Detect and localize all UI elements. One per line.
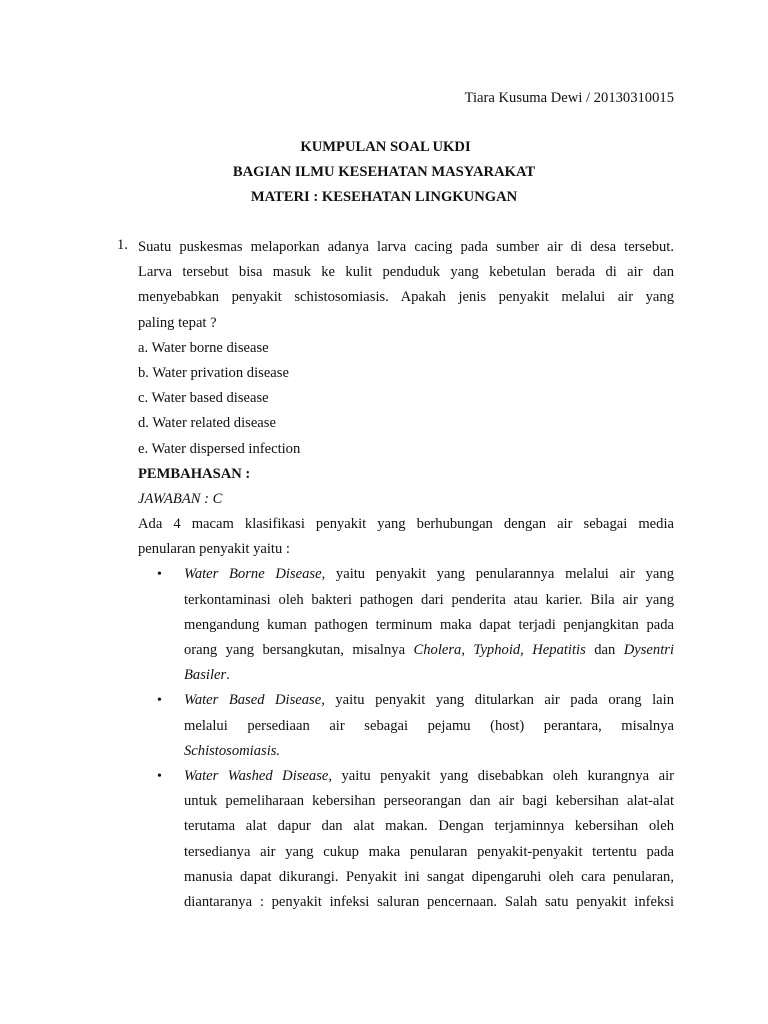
option-b: b. Water privation disease xyxy=(138,364,289,381)
bullet-term: Water Borne Disease xyxy=(184,566,322,583)
option-d: d. Water related disease xyxy=(138,415,276,432)
bullet-text: . xyxy=(226,667,230,684)
heading-department: BAGIAN ILMU KESEHATAN MASYARAKAT xyxy=(232,164,536,180)
question-text-line: menyebabkan penyakit schistosomiasis. Apakah jenis penyakit melalui air yang xyxy=(138,289,674,306)
bullet-line: melalui persediaan air sebagai pejamu (host) perantara, misalnya xyxy=(184,717,674,734)
bullet-example: Basiler xyxy=(184,667,227,684)
bullet-line: terutama alat dapur dan alat makan. Dengan terjaminnya kebersihan oleh xyxy=(184,818,674,835)
bullet-line xyxy=(184,688,674,713)
bullet-example: Dysentri xyxy=(623,642,674,658)
bullet-item-water-based xyxy=(138,688,674,764)
question-text-line: Larva tersebut bisa masuk ke kulit penduduk yang kebetulan berada di air dan xyxy=(138,264,674,281)
heading-title: KUMPULAN SOAL UKDI xyxy=(300,139,471,155)
bullet-line xyxy=(184,562,674,587)
bullet-line xyxy=(184,638,674,663)
question-text-line: Suatu puskesmas melaporkan adanya larva cacing pada sumber air di desa tersebut. xyxy=(138,239,674,255)
bullet-text: yaitu penyakit yang disebabkan oleh kurangnya air xyxy=(332,767,674,784)
bullet-line: manusia dapat dikurangi. Penyakit ini sangat dipengaruhi oleh cara penularan, xyxy=(184,868,674,885)
bullet-line xyxy=(184,764,674,789)
bullet-line: mengandung kuman pathogen terminum maka dapat terjadi penjangkitan pada xyxy=(184,616,674,633)
bullet-text: orang yang bersangkutan, misalnya xyxy=(184,642,414,658)
option-c: c. Water based disease xyxy=(138,390,269,407)
answer-line: JAWABAN : C xyxy=(138,490,223,507)
bullet-line: tersedianya air yang cukup maka penularan penyakit-penyakit tertentu pada xyxy=(184,843,674,860)
question-number: 1. xyxy=(117,237,128,253)
bullet-text: dan xyxy=(585,642,624,658)
discussion-intro-line: Ada 4 macam klasifikasi penyakit yang berhubungan dengan air sebagai media xyxy=(138,516,674,533)
bullet-icon: • xyxy=(157,567,162,583)
question-text-line: paling tepat ? xyxy=(138,314,217,331)
author-line: Tiara Kusuma Dewi / 20130310015 xyxy=(464,90,674,106)
bullet-example: Cholera, Typhoid, Hepatitis xyxy=(413,642,586,658)
bullet-line: Schistosomiasis. xyxy=(184,742,281,759)
bullet-term: Water Based Disease, xyxy=(184,692,325,709)
heading-topic: MATERI : KESEHATAN LINGKUNGAN xyxy=(250,189,518,205)
bullet-line: untuk pemeliharaan kebersihan perseorangan dan air bagi kebersihan alat-alat xyxy=(184,793,674,810)
discussion-title: PEMBAHASAN : xyxy=(138,465,251,482)
question-body xyxy=(138,235,674,915)
bullet-icon: • xyxy=(157,693,162,709)
bullet-item-water-washed xyxy=(138,764,674,915)
bullet-line: diantaranya : penyakit infeksi saluran pencernaan. Salah satu penyakit infeksi xyxy=(184,893,674,910)
discussion-intro-line: penularan penyakit yaitu : xyxy=(138,541,290,558)
bullet-text: , yaitu penyakit yang penularannya melalui air yang xyxy=(321,566,674,583)
option-a: a. Water borne disease xyxy=(138,339,269,356)
bullet-icon: • xyxy=(157,768,162,784)
option-e: e. Water dispersed infection xyxy=(138,440,301,457)
bullet-line: terkontaminasi oleh bakteri pathogen dari penderita atau karier. Bila air yang xyxy=(184,591,674,608)
bullet-term: Water Washed Disease, xyxy=(184,767,333,784)
document-heading xyxy=(0,137,768,212)
bullet-text: yaitu penyakit yang ditularkan air pada orang lain xyxy=(324,692,674,709)
bullet-line xyxy=(184,663,674,688)
bullet-item-water-borne xyxy=(138,562,674,688)
